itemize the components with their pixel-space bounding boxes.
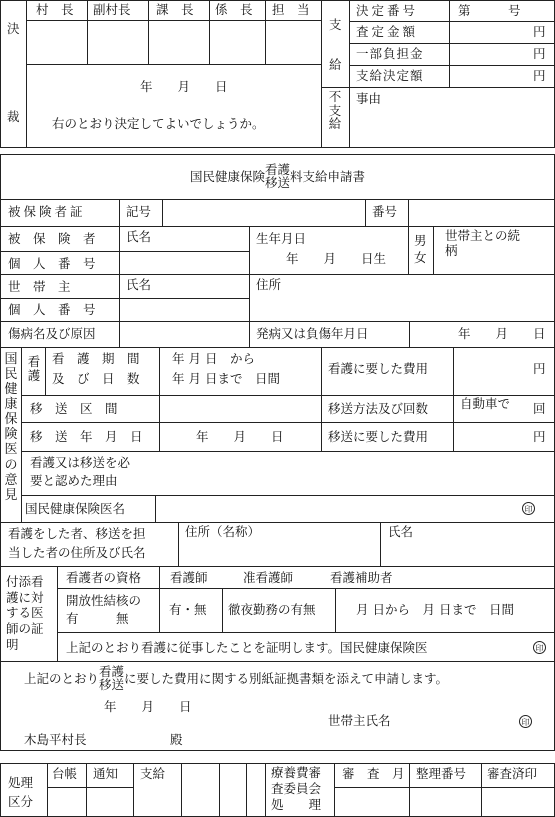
nursing-label: 看護 [27,354,41,383]
tb-value: 有・無 [169,602,207,617]
kessai-label-bottom: 裁 [7,109,20,124]
application-statement [24,665,448,691]
approval-divider [349,0,350,148]
processing-divider [219,763,220,817]
form-divider [222,588,223,632]
copayment-yen: 円 [533,46,546,61]
approval-divider [322,87,555,88]
birthdate-label: 生年月日 [256,231,307,246]
form-divider [433,226,434,274]
form-divider [21,495,555,496]
kessai-label-top: 決 [7,21,20,36]
processing-col-ledger: 台帳 [52,766,78,781]
form-divider [0,321,555,322]
shikyu-label-a: 支 [329,17,342,32]
application-stack-top: 看護 [99,664,125,679]
reason-line2: 要と認めた理由 [30,473,118,488]
processing-label-bottom: 区分 [8,794,34,809]
application-date: 年 月 日 [104,699,192,714]
form-divider [159,566,160,632]
fushikyu-label: 不支給 [328,89,342,131]
processing-divider [409,763,410,817]
householder-name-label: 氏名 [126,277,152,292]
title-stack [265,163,290,189]
approval-divider [26,64,322,65]
caregiver-address-label: 住所（名称） [185,524,261,539]
assessed-amount-label: 査定金額 [356,24,419,39]
decision-number-label: 決定番号 [356,3,419,18]
approval-divider [349,65,555,66]
approver-subsection-chief-header: 係 長 [215,2,253,17]
form-divider [57,588,555,589]
transport-cost-label: 移送に要した費用 [328,429,429,444]
form-divider [0,566,555,567]
form-divider [21,451,555,452]
shikyu-label-b: 給 [329,57,342,72]
caregiver-name-label: 氏名 [388,524,414,539]
period-line1: 看 護 期 間 [52,351,140,366]
insured-label: 被 保 険 者 [8,231,96,246]
qualification-option-assistant-nurse: 准看護師 [243,570,294,585]
processing-divider [133,763,134,817]
certificate-side-label-text: 付添看護に対する医師の証明 [6,574,44,652]
certificate-side-label [6,574,52,652]
reason-label: 事由 [356,91,382,106]
doctor-seal-mark: 印 [522,502,535,515]
form-divider [0,199,555,200]
form-divider [408,199,409,226]
committee-line2: 査委員会 [271,781,322,796]
form-divider [0,274,555,275]
approver-section-chief-header: 課 長 [156,2,194,17]
form-divider [57,566,58,661]
reference-number-label: 整理番号 [416,766,467,781]
caregiver-line1: 看護をした者、移送を担 [8,526,146,541]
processing-divider [334,763,335,817]
onset-format: 年 月 日 [458,326,546,341]
approval-divider [26,20,322,21]
form-divider [21,422,555,423]
title-stack-bottom: 移送 [264,175,290,190]
processing-divider [481,763,482,817]
honorific: 殿 [170,732,183,747]
processing-label-top: 処理 [8,775,34,790]
payment-decision-label: 支給決定額 [356,68,424,83]
review-month-label: 審 査 月 [342,766,405,781]
householder-label: 世 帯 主 [8,279,71,294]
approval-divider [26,0,27,148]
approval-divider [148,0,149,65]
qualification-option-nursing-aide: 看護補助者 [330,570,393,585]
birthdate-format: 年 月 日生 [286,251,387,266]
gender-male: 男 [414,233,427,248]
form-divider [0,347,555,348]
approval-divider [87,0,88,65]
processing-divider [86,763,87,817]
nursing-cost-yen: 円 [533,361,546,376]
insured-personal-number-label: 個 人 番 号 [8,256,96,271]
form-divider [162,199,163,226]
form-divider [365,199,366,226]
recipient: 木島平村長 [24,732,87,747]
title-prefix: 国民健康保険 [189,169,265,184]
application-stack-bottom: 移送 [99,677,125,693]
form-divider [178,522,179,566]
title-suffix: 料支給申請書 [290,169,366,184]
caregiver-line2: 当した者の住所及び氏名 [8,545,146,560]
copayment-label: 一部負担金 [356,46,424,61]
form-divider [119,199,120,347]
assessed-amount-yen: 円 [533,24,546,39]
transport-date-label: 移 送 年 月 日 [30,429,143,444]
transport-times: 回 [533,401,546,416]
transport-section-label: 移 送 区 間 [30,401,118,416]
symbol-label: 記号 [126,204,152,219]
approval-divider [449,0,450,88]
approval-divider [265,0,266,65]
transport-method-value: 自動車で [460,396,511,411]
form-divider [408,226,409,274]
approver-deputy-mayor-header: 副村長 [93,2,131,17]
doctor-name-label: 国民健康保険医名 [25,501,126,516]
processing-divider [47,787,134,788]
form-divider [159,347,160,451]
form-divider [321,347,322,451]
qualification-label: 看護者の資格 [66,570,142,585]
address-label: 住所 [256,277,282,292]
committee-line1: 療養費審 [271,765,322,780]
night-duty-value: 月 日から 月 日まで 日間 [356,602,514,617]
number-label: 番号 [372,204,398,219]
tb-line1: 開放性結核の [66,593,142,608]
disease-label: 傷病名及び原因 [8,326,96,341]
approval-text: 右のとおり決定してよいでしょうか。 [52,116,265,131]
application-text-suffix: に要した費用に関する別紙証拠書類を添えて申請します。 [124,671,449,687]
form-divider [57,632,555,633]
processing-divider [334,787,555,788]
relationship-label: 世帯主との続柄 [445,228,521,258]
application-text-prefix: 上記のとおり [24,671,100,687]
form-divider [453,347,454,451]
form-divider [0,226,555,227]
processing-divider [246,763,247,817]
title-stack-top: 看護 [264,161,290,177]
form-divider [380,522,381,566]
period-line2: 及 び 日 数 [52,371,140,386]
qualification-option-nurse: 看護師 [170,570,208,585]
doctor-opinion-side-label: 国民健康保険医の意見 [4,352,18,503]
certificate-seal-mark: 印 [533,641,546,654]
application-stack [99,665,124,691]
processing-col-payment: 支給 [140,766,166,781]
approval-divider [321,0,322,148]
form-title [0,158,555,194]
form-divider [249,226,250,347]
tb-line2: 有 無 [66,611,129,626]
reason-line1: 看護又は移送を必 [30,455,131,470]
approval-divider [349,21,555,22]
form-divider [0,251,249,252]
form-divider [409,321,410,347]
approval-divider [349,43,555,44]
approver-mayor-header: 村 長 [36,2,74,17]
processing-divider [265,763,266,817]
period-from: 年 月 日 から [172,351,255,366]
form-divider [155,495,156,522]
form-divider [0,298,249,299]
decision-number-value: 第 号 [458,3,521,18]
form-divider [335,588,336,632]
form-divider [0,522,555,523]
transport-date-format: 年 月 日 [196,429,284,444]
committee-line3: 処 理 [271,797,322,812]
gender-female: 女 [414,250,427,265]
insurance-card-label: 被保険者証 [8,204,86,219]
approval-divider [209,0,210,65]
form-divider [0,661,555,662]
payment-decision-yen: 円 [533,68,546,83]
transport-cost-yen: 円 [533,429,546,444]
insured-name-label: 氏名 [126,229,152,244]
approval-date: 年 月 日 [140,79,228,94]
night-duty-label: 徹夜勤務の有無 [228,602,316,617]
transport-method-label: 移送方法及び回数 [328,401,429,416]
processing-divider [181,763,182,817]
period-to: 年 月 日まで 日間 [172,371,280,386]
householder-signature-label: 世帯主氏名 [328,713,391,728]
review-done-label: 審査済印 [487,766,538,781]
onset-label: 発病又は負傷年月日 [256,326,369,341]
nursing-cost-label: 看護に要した費用 [328,361,429,376]
form-divider [45,347,46,395]
processing-divider [47,763,48,817]
processing-col-notice: 通知 [93,766,119,781]
householder-seal-mark: 印 [519,715,532,728]
approver-staff-header: 担 当 [272,2,310,17]
certificate-statement: 上記のとおり看護に従事したことを証明します。国民健康保険医 [66,640,428,655]
householder-personal-number-label: 個 人 番 号 [8,302,96,317]
